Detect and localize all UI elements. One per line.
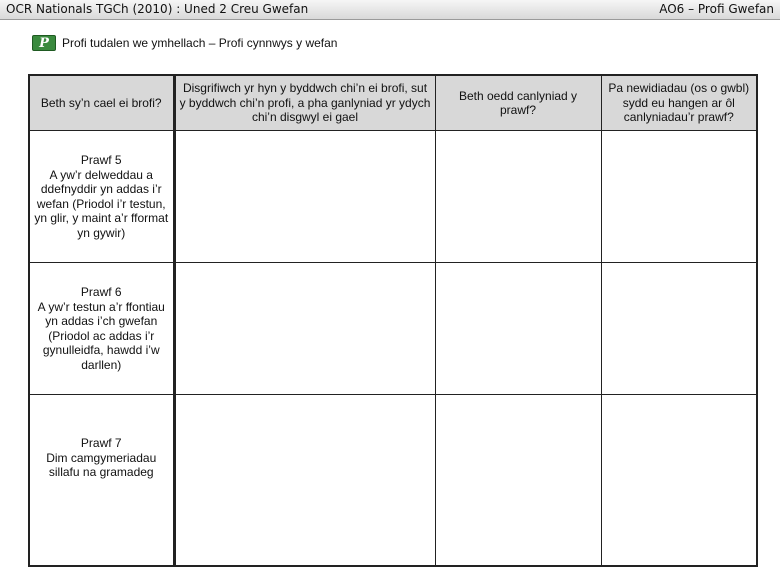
test-description: Dim camgymeriadau sillafu na gramadeg	[46, 450, 157, 479]
column-header-what-tested: Beth sy’n cael ei brofi?	[29, 75, 174, 131]
unit-objective-title: AO6 – Profi Gwefan	[659, 2, 774, 16]
table-header-row	[29, 75, 757, 131]
test-label-cell	[29, 395, 174, 567]
document-header-bar	[0, 0, 780, 20]
test-result-cell[interactable]	[435, 131, 601, 263]
changes-needed-cell[interactable]	[601, 263, 757, 395]
test-result-cell[interactable]	[435, 263, 601, 395]
test-label-cell	[29, 131, 174, 263]
test-description: A yw’r delweddau a ddefnyddir yn addas i’r wefan (Priodol i’r testun, yn glir, y maint a’r fformat yn gywir)	[34, 167, 169, 240]
table-row	[29, 131, 757, 263]
course-title: OCR Nationals TGCh (2010) : Uned 2 Creu Gwefan	[6, 2, 309, 16]
describe-test-cell[interactable]	[174, 395, 435, 567]
test-name: Prawf 7	[80, 436, 122, 450]
column-header-describe-test: Disgrifiwch yr hyn y byddwch chi’n ei brofi, sut y byddwch chi’n profi, a pha ganlyniad yr ydych chi’n disgwyl ei gael	[174, 75, 435, 131]
test-name: Prawf 6	[80, 285, 122, 299]
test-name: Prawf 5	[80, 153, 122, 167]
p-badge-icon	[32, 35, 56, 51]
changes-needed-cell[interactable]	[601, 395, 757, 567]
changes-needed-cell[interactable]	[601, 131, 757, 263]
column-header-changes-needed: Pa newidiadau (os o gwbl) sydd eu hangen ar ôl canlyniadau’r prawf?	[601, 75, 757, 131]
table-row	[29, 395, 757, 567]
describe-test-cell[interactable]	[174, 131, 435, 263]
test-result-cell[interactable]	[435, 395, 601, 567]
test-label-cell	[29, 263, 174, 395]
table-row	[29, 263, 757, 395]
section-heading-text: Profi tudalen we ymhellach – Profi cynnwys y wefan	[62, 36, 338, 50]
column-header-test-result: Beth oedd canlyniad y prawf?	[435, 75, 601, 131]
describe-test-cell[interactable]	[174, 263, 435, 395]
test-description: A yw’r testun a’r ffontiau yn addas i’ch gwefan (Priodol ac addas i’r gynulleidfa, hawdd i’w darllen)	[37, 299, 165, 372]
p-badge-letter: P	[39, 35, 49, 51]
section-heading	[32, 34, 337, 52]
test-plan-table	[28, 74, 758, 567]
